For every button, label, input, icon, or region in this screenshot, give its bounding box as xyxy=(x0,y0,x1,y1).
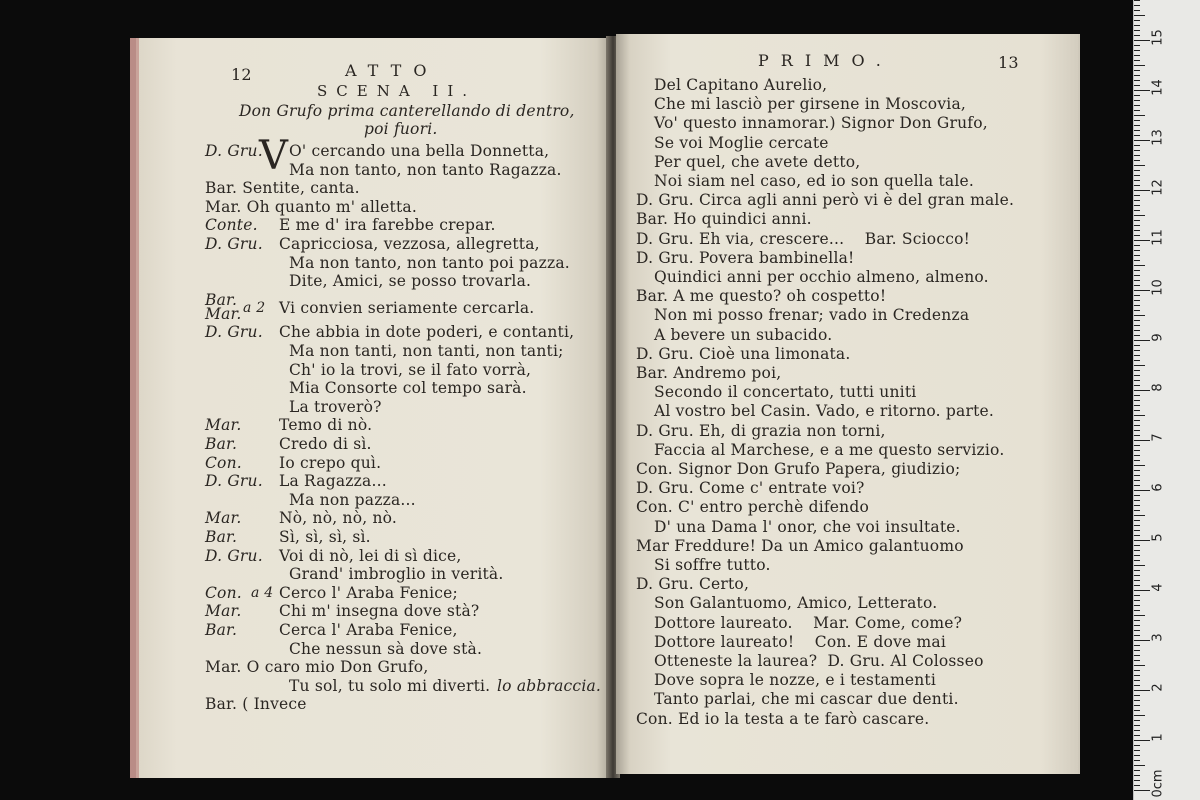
ruler-tick xyxy=(1134,265,1145,266)
ruler-tick xyxy=(1134,660,1140,661)
ruler-tick xyxy=(1134,155,1140,156)
ruler-tick xyxy=(1134,695,1140,696)
ruler-tick xyxy=(1134,525,1140,526)
ruler-tick xyxy=(1134,290,1150,291)
verse-line: D. Gru. Cioè una limonata. xyxy=(636,344,851,363)
ruler-number: 9 xyxy=(1150,333,1166,342)
ruler-tick xyxy=(1134,775,1140,776)
verse-text: Mar. Oh quanto m' alletta. xyxy=(205,197,417,216)
ruler-tick xyxy=(1134,785,1140,786)
ruler-tick xyxy=(1134,745,1140,746)
ruler-tick xyxy=(1134,505,1140,506)
ruler-tick xyxy=(1134,685,1140,686)
ruler-number: 7 xyxy=(1150,433,1166,442)
verse-line: Con. C' entro perchè difendo xyxy=(636,498,870,517)
ruler-tick xyxy=(1134,530,1140,531)
ruler-tick xyxy=(1134,370,1140,371)
ruler-tick xyxy=(1134,30,1140,31)
ruler-tick xyxy=(1134,720,1140,721)
ruler-number: 13 xyxy=(1150,129,1166,146)
ruler-number: 15 xyxy=(1150,29,1166,46)
ruler-tick xyxy=(1134,435,1140,436)
ruler-tick xyxy=(1134,620,1140,621)
verse-line: Secondo il concertato, tutti uniti xyxy=(654,383,917,402)
ruler-tick xyxy=(1134,250,1140,251)
verse-line: Tanto parlai, che mi cascar due denti. xyxy=(654,690,959,709)
ruler-tick xyxy=(1134,605,1140,606)
ruler-tick xyxy=(1134,90,1150,91)
ruler-tick xyxy=(1134,780,1140,781)
ruler-tick xyxy=(1134,675,1140,676)
speaker-label: Bar. xyxy=(205,621,238,639)
page-header: ATTO xyxy=(345,61,439,80)
speaker-label: Bar. xyxy=(205,290,238,309)
ruler-tick xyxy=(1134,750,1140,751)
measuring-ruler xyxy=(1133,0,1200,800)
ruler-tick xyxy=(1134,320,1140,321)
aside-marker: a 2 xyxy=(243,299,266,316)
ruler-tick xyxy=(1134,610,1140,611)
verse-text: Io crepo quì. xyxy=(279,453,382,472)
ruler-tick xyxy=(1134,100,1140,101)
ruler-tick xyxy=(1134,310,1140,311)
ruler-tick xyxy=(1134,635,1140,636)
ruler-tick xyxy=(1134,25,1140,26)
ruler-tick xyxy=(1134,425,1140,426)
ruler-tick xyxy=(1134,700,1140,701)
page-number: 12 xyxy=(231,65,252,84)
verse-line: Mar Freddure! Da un Amico galantuomo xyxy=(636,536,964,555)
ruler-tick xyxy=(1134,325,1140,326)
verse-text: Dite, Amici, se posso trovarla. xyxy=(289,272,532,291)
ruler-tick xyxy=(1134,240,1150,241)
ruler-number: 6 xyxy=(1150,483,1166,492)
ruler-tick xyxy=(1134,135,1140,136)
ruler-tick xyxy=(1134,180,1140,181)
ruler-tick xyxy=(1134,115,1145,116)
ruler-tick xyxy=(1134,390,1150,391)
ruler-number: 4 xyxy=(1150,583,1166,592)
verse-line: Son Galantuomo, Amico, Letterato. xyxy=(654,594,938,613)
ruler-tick xyxy=(1134,130,1140,131)
ruler-tick xyxy=(1134,790,1150,791)
ruler-tick xyxy=(1134,725,1140,726)
verse-text: Vi convien seriamente cercarla. xyxy=(279,298,535,317)
verse-text: Chi m' insegna dove stà? xyxy=(279,602,480,621)
ruler-tick xyxy=(1134,705,1140,706)
ruler-tick xyxy=(1134,590,1150,591)
ruler-tick xyxy=(1134,580,1140,581)
ruler-tick xyxy=(1134,515,1145,516)
ruler-tick xyxy=(1134,95,1140,96)
verse-line: D. Gru. Circa agli anni però vi è del gran male. xyxy=(636,191,1015,210)
ruler-tick xyxy=(1134,295,1140,296)
verse-text: Ma non tanti, non tanti, non tanti; xyxy=(289,342,564,360)
speaker-label: Mar. xyxy=(205,416,242,435)
verse-line: Noi siam nel caso, ed io son quella tale. xyxy=(654,172,974,190)
ruler-tick xyxy=(1134,615,1145,616)
ruler-tick xyxy=(1134,665,1145,666)
verse-line: Se voi Moglie cercate xyxy=(654,133,829,152)
verse-text: E me d' ira farebbe crepar. xyxy=(279,216,496,235)
verse-text: Nò, nò, nò, nò. xyxy=(279,509,398,528)
ruler-tick xyxy=(1134,415,1145,416)
speaker-label: Bar. xyxy=(205,435,238,453)
ruler-tick xyxy=(1134,465,1145,466)
ruler-tick xyxy=(1134,595,1140,596)
verse-line: Con. Ed io la testa a te farò cascare. xyxy=(636,709,930,728)
verse-line: D. Gru. Povera bambinella! xyxy=(636,248,855,267)
verse-text: Mar. O caro mio Don Grufo, xyxy=(205,658,429,677)
verse-line: Al vostro bel Casin. Vado, e ritorno. parte. xyxy=(654,402,994,421)
ruler-tick xyxy=(1134,80,1140,81)
ruler-tick xyxy=(1134,0,1140,1)
ruler-tick xyxy=(1134,520,1140,521)
verse-text: La Ragazza... xyxy=(279,472,387,491)
ruler-number: 11 xyxy=(1150,229,1166,246)
ruler-tick xyxy=(1134,285,1140,286)
ruler-tick xyxy=(1134,220,1140,221)
ruler-tick xyxy=(1134,380,1140,381)
verse-text: Cerca l' Araba Fenice, xyxy=(279,621,458,639)
verse-line: Dottore laureato. Mar. Come, come? xyxy=(654,613,963,632)
verse-line: Vo' questo innamorar.) Signor Don Grufo, xyxy=(654,114,988,133)
verse-line: Non mi posso frenar; vado in Credenza xyxy=(654,306,970,325)
drop-cap: V xyxy=(259,133,288,179)
verse-line: D. Gru. Eh via, crescere... Bar. Sciocco! xyxy=(636,229,971,248)
verse-text: Ch' io la trovi, se il fato vorrà, xyxy=(289,360,532,379)
speaker-label: Conte. xyxy=(205,216,258,235)
verse-text: Credo di sì. xyxy=(279,435,372,453)
speaker-label: D. Gru. xyxy=(205,142,263,160)
ruler-tick xyxy=(1134,395,1140,396)
ruler-tick xyxy=(1134,565,1145,566)
ruler-tick xyxy=(1134,145,1140,146)
speaker-label: Con. xyxy=(205,583,242,602)
ruler-number: 2 xyxy=(1150,683,1166,692)
ruler-tick xyxy=(1134,555,1140,556)
ruler-tick xyxy=(1134,330,1140,331)
verse-text: Bar. ( Invece xyxy=(205,695,307,714)
ruler-tick xyxy=(1134,185,1140,186)
ruler-tick xyxy=(1134,755,1140,756)
ruler-number: 8 xyxy=(1150,383,1166,392)
ruler-tick xyxy=(1134,345,1140,346)
ruler-tick xyxy=(1134,575,1140,576)
verse-line: D. Gru. Come c' entrate voi? xyxy=(636,479,865,498)
verse-line: Che mi lasciò per girsene in Moscovia, xyxy=(654,95,967,114)
ruler-tick xyxy=(1134,470,1140,471)
ruler-tick xyxy=(1134,165,1145,166)
verse-line: Del Capitano Aurelio, xyxy=(654,76,828,94)
ruler-tick xyxy=(1134,625,1140,626)
ruler-tick xyxy=(1134,280,1140,281)
ruler-tick xyxy=(1134,150,1140,151)
ruler-tick xyxy=(1134,210,1140,211)
ruler-tick xyxy=(1134,335,1140,336)
page-header: PRIMO. xyxy=(758,51,893,70)
ruler-tick xyxy=(1134,510,1140,511)
ruler-tick xyxy=(1134,500,1140,501)
ruler-number: 3 xyxy=(1150,633,1166,642)
verse-text: O' cercando una bella Donnetta, xyxy=(289,142,550,160)
verse-line: Dove sopra le nozze, e i testamenti xyxy=(654,671,936,690)
ruler-number: 10 xyxy=(1150,279,1166,296)
ruler-tick xyxy=(1134,485,1140,486)
ruler-tick xyxy=(1134,740,1150,741)
ruler-tick xyxy=(1134,385,1140,386)
verse-text: Sì, sì, sì, sì. xyxy=(279,528,371,546)
verse-line: Bar. Andremo poi, xyxy=(636,364,782,382)
ruler-tick xyxy=(1134,690,1150,691)
verse-line: Con. Signor Don Grufo Papera, giudizio; xyxy=(636,460,961,478)
ruler-tick xyxy=(1134,375,1140,376)
ruler-tick xyxy=(1134,405,1140,406)
ruler-tick xyxy=(1134,315,1145,316)
ruler-tick xyxy=(1134,585,1140,586)
ruler-tick xyxy=(1134,445,1140,446)
verse-text: Cerco l' Araba Fenice; xyxy=(279,583,458,602)
ruler-tick xyxy=(1134,560,1140,561)
ruler-tick xyxy=(1134,20,1140,21)
ruler-tick xyxy=(1134,550,1140,551)
stage-direction: lo abbraccia. xyxy=(497,676,602,695)
speaker-label: D. Gru. xyxy=(205,546,263,565)
verse-line: D' una Dama l' onor, che voi insultate. xyxy=(654,517,961,536)
left-page xyxy=(136,38,611,778)
ruler-tick xyxy=(1134,735,1140,736)
ruler-tick xyxy=(1134,45,1140,46)
speaker-label: Mar. xyxy=(205,602,242,621)
ruler-tick xyxy=(1134,255,1140,256)
verse-text: Che nessun sà dove stà. xyxy=(289,639,483,658)
ruler-tick xyxy=(1134,195,1140,196)
ruler-tick xyxy=(1134,270,1140,271)
verse-line: Dottore laureato! Con. E dove mai xyxy=(654,632,947,651)
ruler-tick xyxy=(1134,5,1140,6)
verse-line: Faccia al Marchese, e a me questo servizio. xyxy=(654,440,1005,459)
ruler-tick xyxy=(1134,65,1145,66)
verse-text: Grand' imbroglio in verità. xyxy=(289,565,504,584)
ruler-tick xyxy=(1134,770,1140,771)
verse-text: La troverò? xyxy=(289,397,382,416)
speaker-label: Mar. xyxy=(205,304,242,323)
ruler-tick xyxy=(1134,105,1140,106)
ruler-tick xyxy=(1134,490,1150,491)
page-number: 13 xyxy=(998,53,1019,72)
ruler-number: 14 xyxy=(1150,79,1166,96)
speaker-label: Con. xyxy=(205,453,242,472)
ruler-tick xyxy=(1134,355,1140,356)
ruler-tick xyxy=(1134,715,1145,716)
speaker-label: Bar. xyxy=(205,528,238,546)
ruler-tick xyxy=(1134,55,1140,56)
ruler-tick xyxy=(1134,640,1150,641)
ruler-tick xyxy=(1134,440,1150,441)
ruler-tick xyxy=(1134,460,1140,461)
speaker-label: D. Gru. xyxy=(205,472,263,491)
verse-text: Ma non pazza... xyxy=(289,490,416,509)
verse-text: Ma non tanto, non tanto poi pazza. xyxy=(289,253,570,272)
verse-line: Si soffre tutto. xyxy=(654,556,771,574)
ruler-tick xyxy=(1134,40,1150,41)
verse-line: A bevere un subacido. xyxy=(654,325,833,344)
ruler-tick xyxy=(1134,120,1140,121)
ruler-tick xyxy=(1134,765,1145,766)
stage-direction: poi fuori. xyxy=(364,120,438,138)
ruler-tick xyxy=(1134,420,1140,421)
verse-text: Che abbia in dote poderi, e contanti, xyxy=(279,323,575,342)
verse-text: Capricciosa, vezzosa, allegretta, xyxy=(279,235,540,253)
ruler-tick xyxy=(1134,340,1150,341)
verse-line: D. Gru. Certo, xyxy=(636,575,750,594)
verse-line: Quindici anni per occhio almeno, almeno. xyxy=(654,268,989,286)
ruler-tick xyxy=(1134,205,1140,206)
ruler-tick xyxy=(1134,730,1140,731)
verse-text: Ma non tanto, non tanto Ragazza. xyxy=(289,160,562,179)
ruler-tick xyxy=(1134,650,1140,651)
ruler-tick xyxy=(1134,630,1140,631)
speaker-label: D. Gru. xyxy=(205,235,263,253)
verse-line: Per quel, che avete detto, xyxy=(654,152,861,171)
ruler-tick xyxy=(1134,15,1145,16)
ruler-number: 12 xyxy=(1150,179,1166,196)
verse-text: Mia Consorte col tempo sarà. xyxy=(289,379,527,398)
stage-direction: Don Grufo prima canterellando di dentro, xyxy=(239,102,575,120)
ruler-tick xyxy=(1134,710,1140,711)
speaker-label: Mar. xyxy=(205,509,242,528)
speaker-label: D. Gru. xyxy=(205,323,263,342)
verse-text: Voi di nò, lei di sì dice, xyxy=(279,546,462,565)
ruler-tick xyxy=(1134,540,1150,541)
ruler-tick xyxy=(1134,35,1140,36)
ruler-tick xyxy=(1134,170,1140,171)
ruler-tick xyxy=(1134,430,1140,431)
ruler-tick xyxy=(1134,760,1140,761)
ruler-tick xyxy=(1134,600,1140,601)
ruler-tick xyxy=(1134,215,1145,216)
ruler-tick xyxy=(1134,400,1140,401)
ruler-tick xyxy=(1134,200,1140,201)
verse-text: Temo di nò. xyxy=(279,416,373,435)
ruler-tick xyxy=(1134,455,1140,456)
verse-line: D. Gru. Eh, di grazia non torni, xyxy=(636,421,886,440)
ruler-tick xyxy=(1134,190,1150,191)
ruler-tick xyxy=(1134,655,1140,656)
ruler-tick xyxy=(1134,350,1140,351)
ruler-tick xyxy=(1134,475,1140,476)
ruler-tick xyxy=(1134,60,1140,61)
ruler-tick xyxy=(1134,85,1140,86)
ruler-tick xyxy=(1134,645,1140,646)
ruler-number: 1 xyxy=(1150,733,1166,742)
ruler-tick xyxy=(1134,110,1140,111)
ruler-tick xyxy=(1134,495,1140,496)
ruler-number: 5 xyxy=(1150,533,1166,542)
ruler-tick xyxy=(1134,535,1140,536)
ruler-tick xyxy=(1134,670,1140,671)
verse-line: Bar. A me questo? oh cospetto! xyxy=(636,287,887,306)
ruler-tick xyxy=(1134,410,1140,411)
ruler-tick xyxy=(1134,70,1140,71)
right-page xyxy=(616,34,1080,774)
ruler-tick xyxy=(1134,225,1140,226)
ruler-tick xyxy=(1134,305,1140,306)
ruler-number: 0cm xyxy=(1150,769,1166,798)
aside-marker: a 4 xyxy=(251,584,274,601)
verse-text: Tu sol, tu solo mi diverti. xyxy=(289,676,491,695)
ruler-tick xyxy=(1134,360,1140,361)
verse-line: Otteneste la laurea? D. Gru. Al Colosseo xyxy=(654,652,984,670)
open-book xyxy=(122,30,1086,776)
scene-title: SCENA II. xyxy=(317,82,477,100)
verse-line: Bar. Ho quindici anni. xyxy=(636,210,812,229)
ruler-tick xyxy=(1134,275,1140,276)
verse-text: Bar. Sentite, canta. xyxy=(205,179,360,198)
ruler-tick xyxy=(1134,140,1150,141)
ruler-tick xyxy=(1134,680,1140,681)
ruler-tick xyxy=(1134,235,1140,236)
ruler-tick xyxy=(1134,230,1140,231)
ruler-tick xyxy=(1134,125,1140,126)
ruler-tick xyxy=(1134,300,1140,301)
ruler-tick xyxy=(1134,260,1140,261)
ruler-tick xyxy=(1134,365,1145,366)
ruler-tick xyxy=(1134,160,1140,161)
ruler-tick xyxy=(1134,545,1140,546)
ruler-tick xyxy=(1134,50,1140,51)
ruler-tick xyxy=(1134,570,1140,571)
ruler-tick xyxy=(1134,450,1140,451)
ruler-tick xyxy=(1134,245,1140,246)
ruler-tick xyxy=(1134,175,1140,176)
ruler-tick xyxy=(1134,75,1140,76)
ruler-tick xyxy=(1134,10,1140,11)
ruler-tick xyxy=(1134,480,1140,481)
